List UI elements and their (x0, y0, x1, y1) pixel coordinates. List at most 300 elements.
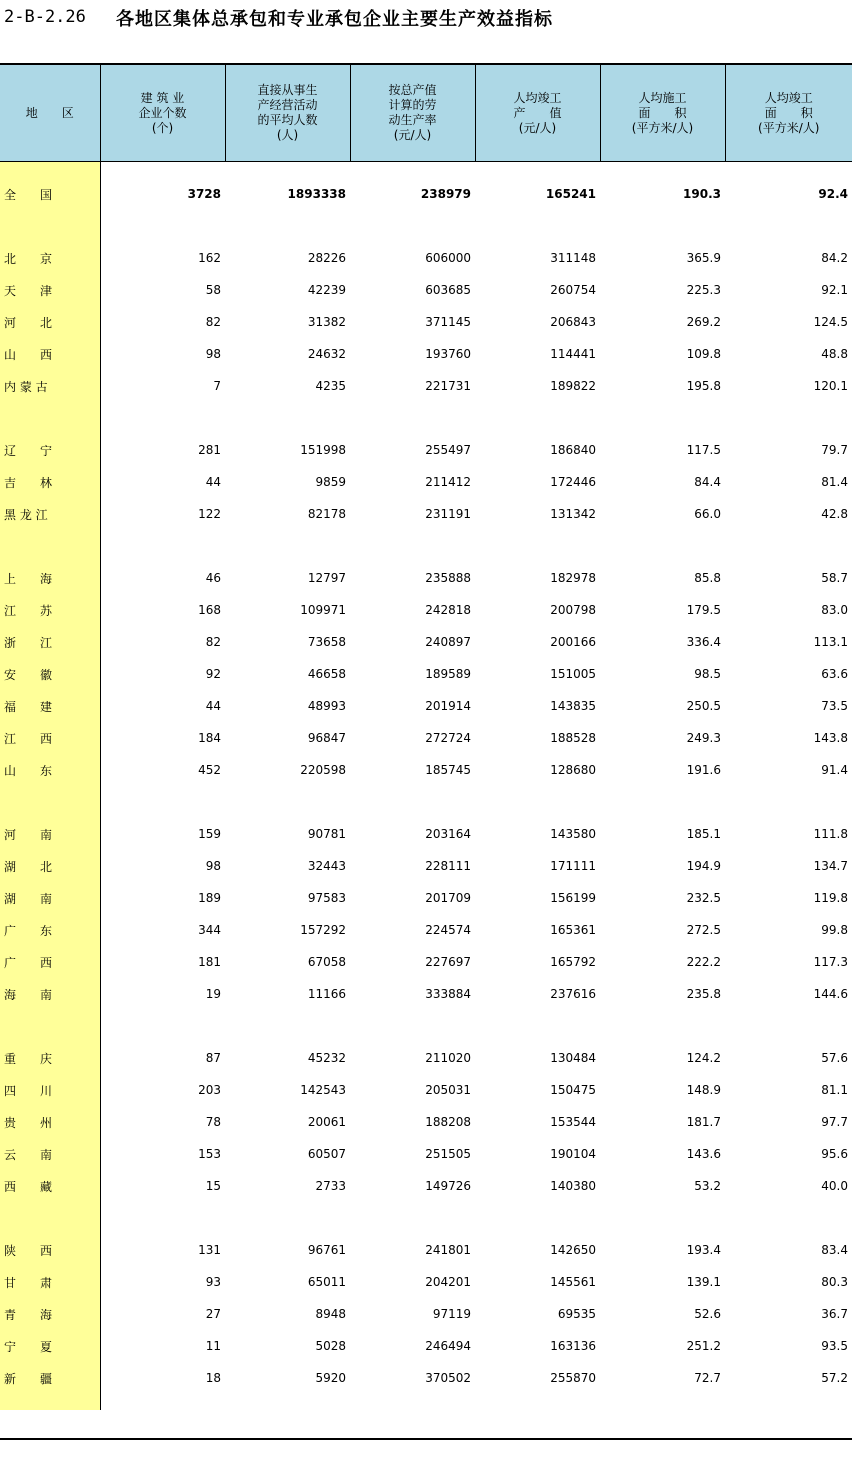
value-cell: 42.8 (821, 507, 848, 521)
table-row (0, 626, 852, 658)
empty-cell (600, 402, 725, 434)
value-cell: 85.8 (694, 571, 721, 585)
value-cell: 96847 (307, 731, 346, 745)
value-cell: 227697 (425, 955, 471, 969)
region-name: 辽 宁 (0, 434, 100, 466)
empty-cell (600, 786, 725, 818)
value-cell: 82 (205, 635, 221, 649)
value-cell: 165792 (550, 955, 596, 969)
value-cell: 117.5 (686, 443, 721, 457)
value-cell: 95.6 (821, 1147, 848, 1161)
value-cell: 48993 (307, 699, 346, 713)
value-cell: 4235 (315, 379, 346, 393)
empty-cell (350, 1010, 475, 1042)
header-line: 的平均人数 (257, 113, 318, 127)
value-cell: 156199 (550, 891, 596, 905)
value-cell: 171111 (550, 859, 596, 873)
table-row (0, 658, 852, 690)
table-code: 2-B-2.26 (4, 7, 86, 27)
header-line: 面 积 (764, 105, 813, 120)
value-cell: 97583 (307, 891, 346, 905)
value-cell: 8948 (315, 1307, 346, 1321)
empty-cell (225, 530, 350, 562)
value-cell: 370502 (425, 1371, 471, 1385)
value-cell: 24632 (307, 347, 346, 361)
value-cell: 200166 (550, 635, 596, 649)
table-row (0, 274, 852, 306)
value-cell: 260754 (550, 283, 596, 297)
value-cell: 190.3 (683, 187, 721, 201)
value-cell: 130484 (550, 1051, 596, 1065)
region-name: 浙 江 (0, 626, 100, 658)
table-row (0, 562, 852, 594)
header-col-4 (475, 64, 600, 162)
table-row (0, 1042, 852, 1074)
value-cell: 36.7 (821, 1307, 848, 1321)
value-cell: 131342 (550, 507, 596, 521)
empty-cell (725, 786, 852, 818)
value-cell: 72.7 (694, 1371, 721, 1385)
header-col-2 (225, 64, 350, 162)
title-bar (0, 0, 852, 36)
empty-cell (225, 162, 350, 179)
empty-cell (100, 530, 225, 562)
value-cell: 87 (205, 1051, 221, 1065)
value-cell: 20061 (307, 1115, 346, 1129)
header-line: 人均竣工 (764, 90, 813, 105)
value-cell: 19 (205, 987, 221, 1001)
value-cell: 269.2 (686, 315, 721, 329)
value-cell: 3728 (187, 187, 221, 201)
table-row (0, 1074, 852, 1106)
region-cell (0, 530, 100, 562)
value-cell: 272724 (425, 731, 471, 745)
empty-cell (350, 210, 475, 242)
page-title: 各地区集体总承包和专业承包企业主要生产效益指标 (116, 9, 553, 30)
region-name: 青 海 (0, 1298, 100, 1330)
header-line: 建 筑 业 (140, 90, 185, 105)
value-cell: 32443 (307, 859, 346, 873)
empty-cell (100, 1394, 225, 1410)
value-cell: 185.1 (686, 827, 721, 841)
empty-cell (100, 786, 225, 818)
value-cell: 168 (198, 603, 221, 617)
region-name: 宁 夏 (0, 1330, 100, 1362)
region-name: 黑 龙 江 (0, 498, 100, 530)
value-cell: 58.7 (821, 571, 848, 585)
value-cell: 200798 (550, 603, 596, 617)
value-cell: 224574 (425, 923, 471, 937)
value-cell: 28226 (307, 251, 346, 265)
value-cell: 220598 (300, 763, 346, 777)
empty-cell (475, 1010, 600, 1042)
value-cell: 228111 (425, 859, 471, 873)
value-cell: 11 (205, 1339, 221, 1353)
value-cell: 251505 (425, 1147, 471, 1161)
value-cell: 179.5 (686, 603, 721, 617)
table-row (0, 178, 852, 210)
empty-cell (725, 1202, 852, 1234)
value-cell: 203164 (425, 827, 471, 841)
region-name: 山 西 (0, 338, 100, 370)
value-cell: 159 (198, 827, 221, 841)
header-region (0, 64, 100, 162)
header-region-label: 地 区 (25, 105, 74, 120)
empty-cell (475, 786, 600, 818)
table-row (0, 466, 852, 498)
value-cell: 140380 (550, 1179, 596, 1193)
value-cell: 53.2 (694, 1179, 721, 1193)
value-cell: 151998 (300, 443, 346, 457)
value-cell: 189822 (550, 379, 596, 393)
header-line: 产 值 (513, 105, 562, 120)
value-cell: 120.1 (813, 379, 848, 393)
value-cell: 97.7 (821, 1115, 848, 1129)
value-cell: 203 (198, 1083, 221, 1097)
empty-cell (225, 1394, 350, 1410)
value-cell: 52.6 (694, 1307, 721, 1321)
table-row (0, 1266, 852, 1298)
value-cell: 189589 (425, 667, 471, 681)
header-row (0, 64, 852, 162)
empty-cell (100, 1010, 225, 1042)
value-cell: 603685 (425, 283, 471, 297)
value-cell: 150475 (550, 1083, 596, 1097)
spacer-row (0, 162, 852, 179)
table-row (0, 722, 852, 754)
statistics-table (0, 63, 852, 1410)
header-line: 直接从事生 (257, 83, 318, 97)
spacer-row (0, 1010, 852, 1042)
value-cell: 186840 (550, 443, 596, 457)
table-row (0, 914, 852, 946)
value-cell: 109971 (300, 603, 346, 617)
value-cell: 181 (198, 955, 221, 969)
value-cell: 92.1 (821, 283, 848, 297)
value-cell: 206843 (550, 315, 596, 329)
value-cell: 205031 (425, 1083, 471, 1097)
value-cell: 84.2 (821, 251, 848, 265)
table-row (0, 338, 852, 370)
table-row (0, 370, 852, 402)
value-cell: 44 (205, 699, 221, 713)
value-cell: 73.5 (821, 699, 848, 713)
empty-cell (350, 1202, 475, 1234)
value-cell: 336.4 (686, 635, 721, 649)
region-name: 全 国 (0, 178, 100, 210)
value-cell: 185745 (425, 763, 471, 777)
header-line: 计算的劳 (388, 98, 437, 112)
value-cell: 235888 (425, 571, 471, 585)
value-cell: 165361 (550, 923, 596, 937)
value-cell: 181.7 (686, 1115, 721, 1129)
value-cell: 189 (198, 891, 221, 905)
value-cell: 143.6 (686, 1147, 721, 1161)
value-cell: 246494 (425, 1339, 471, 1353)
value-cell: 113.1 (813, 635, 848, 649)
table-row (0, 242, 852, 274)
value-cell: 139.1 (686, 1275, 721, 1289)
header-line: 产经营活动 (257, 98, 318, 112)
value-cell: 188208 (425, 1115, 471, 1129)
value-cell: 201914 (425, 699, 471, 713)
empty-cell (725, 162, 852, 179)
region-cell (0, 402, 100, 434)
value-cell: 7 (213, 379, 221, 393)
value-cell: 194.9 (686, 859, 721, 873)
value-cell: 240897 (425, 635, 471, 649)
header-col-5 (600, 64, 725, 162)
value-cell: 93.5 (821, 1339, 848, 1353)
spacer-row (0, 1394, 852, 1410)
empty-cell (475, 1394, 600, 1410)
empty-cell (100, 162, 225, 179)
empty-cell (725, 402, 852, 434)
empty-cell (600, 1010, 725, 1042)
value-cell: 232.5 (686, 891, 721, 905)
value-cell: 45232 (307, 1051, 346, 1065)
value-cell: 90781 (307, 827, 346, 841)
value-cell: 143.8 (813, 731, 848, 745)
value-cell: 242818 (425, 603, 471, 617)
value-cell: 92.4 (818, 187, 848, 201)
value-cell: 31382 (307, 315, 346, 329)
value-cell: 40.0 (821, 1179, 848, 1193)
value-cell: 12797 (307, 571, 346, 585)
table-row (0, 1362, 852, 1394)
value-cell: 153544 (550, 1115, 596, 1129)
region-cell (0, 1010, 100, 1042)
value-cell: 143835 (550, 699, 596, 713)
value-cell: 82178 (307, 507, 346, 521)
empty-cell (225, 786, 350, 818)
region-name: 北 京 (0, 242, 100, 274)
value-cell: 153 (198, 1147, 221, 1161)
empty-cell (350, 162, 475, 179)
value-cell: 98.5 (694, 667, 721, 681)
value-cell: 2733 (315, 1179, 346, 1193)
value-cell: 162 (198, 251, 221, 265)
value-cell: 143580 (550, 827, 596, 841)
table-row (0, 850, 852, 882)
region-cell (0, 786, 100, 818)
value-cell: 452 (198, 763, 221, 777)
region-name: 重 庆 (0, 1042, 100, 1074)
value-cell: 73658 (307, 635, 346, 649)
value-cell: 119.8 (813, 891, 848, 905)
value-cell: 122 (198, 507, 221, 521)
value-cell: 80.3 (821, 1275, 848, 1289)
value-cell: 5028 (315, 1339, 346, 1353)
table-row (0, 434, 852, 466)
region-name: 河 北 (0, 306, 100, 338)
table-row (0, 1330, 852, 1362)
region-name: 海 南 (0, 978, 100, 1010)
value-cell: 371145 (425, 315, 471, 329)
value-cell: 15 (205, 1179, 221, 1193)
empty-cell (350, 530, 475, 562)
region-name: 江 苏 (0, 594, 100, 626)
table-row (0, 306, 852, 338)
region-name: 河 南 (0, 818, 100, 850)
value-cell: 225.3 (686, 283, 721, 297)
value-cell: 117.3 (813, 955, 848, 969)
region-cell (0, 1394, 100, 1410)
table-row (0, 1106, 852, 1138)
spacer-row (0, 786, 852, 818)
value-cell: 250.5 (686, 699, 721, 713)
value-cell: 44 (205, 475, 221, 489)
value-cell: 99.8 (821, 923, 848, 937)
value-cell: 81.1 (821, 1083, 848, 1097)
value-cell: 46 (205, 571, 221, 585)
value-cell: 91.4 (821, 763, 848, 777)
value-cell: 97119 (432, 1307, 471, 1321)
header-line: 企业个数 (138, 105, 187, 120)
value-cell: 249.3 (686, 731, 721, 745)
value-cell: 195.8 (686, 379, 721, 393)
value-cell: 184 (198, 731, 221, 745)
value-cell: 128680 (550, 763, 596, 777)
value-cell: 78 (205, 1115, 221, 1129)
region-name: 广 东 (0, 914, 100, 946)
header-line: (人) (276, 128, 299, 142)
empty-cell (475, 210, 600, 242)
region-name: 云 南 (0, 1138, 100, 1170)
spacer-row (0, 210, 852, 242)
value-cell: 222.2 (686, 955, 721, 969)
empty-cell (225, 1202, 350, 1234)
value-cell: 134.7 (813, 859, 848, 873)
value-cell: 221731 (425, 379, 471, 393)
value-cell: 1893338 (287, 187, 346, 201)
value-cell: 172446 (550, 475, 596, 489)
value-cell: 344 (198, 923, 221, 937)
empty-cell (475, 162, 600, 179)
header-line: 动生产率 (388, 113, 437, 127)
table-header (0, 64, 852, 162)
value-cell: 124.5 (813, 315, 848, 329)
value-cell: 193.4 (686, 1243, 721, 1257)
empty-cell (725, 530, 852, 562)
region-name: 贵 州 (0, 1106, 100, 1138)
table-row (0, 690, 852, 722)
value-cell: 145561 (550, 1275, 596, 1289)
empty-cell (475, 1202, 600, 1234)
region-cell (0, 210, 100, 242)
value-cell: 190104 (550, 1147, 596, 1161)
empty-cell (725, 210, 852, 242)
value-cell: 124.2 (686, 1051, 721, 1065)
value-cell: 204201 (425, 1275, 471, 1289)
empty-cell (350, 402, 475, 434)
value-cell: 92 (205, 667, 221, 681)
value-cell: 81.4 (821, 475, 848, 489)
value-cell: 98 (205, 347, 221, 361)
value-cell: 237616 (550, 987, 596, 1001)
empty-cell (350, 1394, 475, 1410)
value-cell: 255497 (425, 443, 471, 457)
value-cell: 281 (198, 443, 221, 457)
region-name: 广 西 (0, 946, 100, 978)
empty-cell (100, 210, 225, 242)
table-row (0, 1170, 852, 1202)
value-cell: 58 (205, 283, 221, 297)
value-cell: 96761 (307, 1243, 346, 1257)
value-cell: 5920 (315, 1371, 346, 1385)
value-cell: 365.9 (686, 251, 721, 265)
table-row (0, 1298, 852, 1330)
value-cell: 9859 (315, 475, 346, 489)
header-line: 人均施工 (638, 90, 687, 105)
value-cell: 163136 (550, 1339, 596, 1353)
region-name: 山 东 (0, 754, 100, 786)
value-cell: 148.9 (686, 1083, 721, 1097)
empty-cell (100, 1202, 225, 1234)
empty-cell (225, 1010, 350, 1042)
header-line: 按总产值 (388, 83, 437, 97)
region-name: 上 海 (0, 562, 100, 594)
region-name: 甘 肃 (0, 1266, 100, 1298)
header-line: (平方米/人) (631, 120, 694, 135)
value-cell: 157292 (300, 923, 346, 937)
empty-cell (600, 210, 725, 242)
value-cell: 109.8 (686, 347, 721, 361)
empty-cell (600, 162, 725, 179)
header-line: (平方米/人) (758, 120, 820, 135)
header-line: (个) (151, 120, 174, 135)
value-cell: 46658 (307, 667, 346, 681)
value-cell: 27 (205, 1307, 221, 1321)
header-col-6 (725, 64, 852, 162)
value-cell: 333884 (425, 987, 471, 1001)
region-name: 江 西 (0, 722, 100, 754)
header-line: (元/人) (518, 120, 557, 135)
table-row (0, 978, 852, 1010)
value-cell: 111.8 (813, 827, 848, 841)
value-cell: 231191 (425, 507, 471, 521)
empty-cell (100, 402, 225, 434)
empty-cell (600, 530, 725, 562)
value-cell: 83.0 (821, 603, 848, 617)
value-cell: 238979 (420, 187, 471, 201)
value-cell: 144.6 (813, 987, 848, 1001)
value-cell: 182978 (550, 571, 596, 585)
value-cell: 98 (205, 859, 221, 873)
value-cell: 57.6 (821, 1051, 848, 1065)
header-col-3 (350, 64, 475, 162)
value-cell: 63.6 (821, 667, 848, 681)
empty-cell (600, 1202, 725, 1234)
header-line: (元/人) (393, 128, 432, 142)
table-row (0, 818, 852, 850)
empty-cell (225, 402, 350, 434)
region-name: 福 建 (0, 690, 100, 722)
value-cell: 11166 (307, 987, 346, 1001)
value-cell: 42239 (307, 283, 346, 297)
value-cell: 114441 (550, 347, 596, 361)
spacer-row (0, 1202, 852, 1234)
region-name: 内 蒙 古 (0, 370, 100, 402)
value-cell: 142650 (550, 1243, 596, 1257)
header-line: 人均竣工 (513, 90, 562, 105)
value-cell: 241801 (425, 1243, 471, 1257)
value-cell: 235.8 (686, 987, 721, 1001)
region-name: 天 津 (0, 274, 100, 306)
spacer-row (0, 530, 852, 562)
value-cell: 142543 (300, 1083, 346, 1097)
value-cell: 188528 (550, 731, 596, 745)
